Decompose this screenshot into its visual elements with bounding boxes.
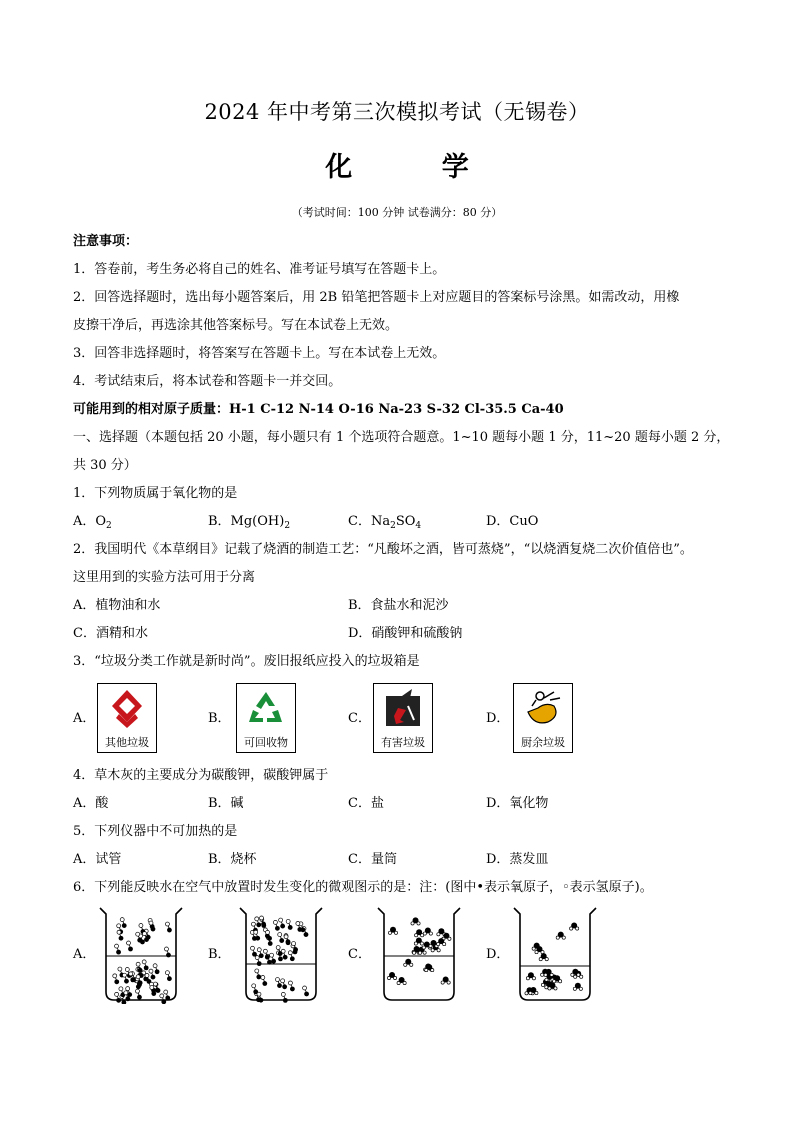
exam-info: （考试时间：100 分钟 试卷满分：80 分）	[291, 206, 503, 219]
q2-option-b: B．食盐水和泥沙	[348, 598, 449, 613]
q6-option-c: C．	[348, 947, 371, 962]
kitchen-waste-icon	[514, 686, 572, 732]
question-5-stem: 5．下列仪器中不可加热的是	[73, 824, 238, 839]
q4-option-d: D．氧化物	[486, 796, 549, 811]
beaker-diagram-c	[374, 904, 464, 1004]
q2-option-d: D．硝酸钾和硫酸钠	[348, 626, 463, 641]
q5-option-a: A．试管	[73, 852, 122, 867]
other-waste-icon	[98, 686, 156, 732]
beaker-diagram-a	[96, 904, 186, 1004]
other-waste-sign	[97, 683, 157, 753]
notice-heading: 注意事项：	[73, 234, 139, 249]
kitchen-waste-caption: 厨余垃圾	[521, 736, 565, 749]
notice-item: 4．考试结束后，将本试卷和答题卡一并交回。	[73, 374, 342, 389]
exam-title: 2024 年中考第三次模拟考试（无锡卷）	[204, 100, 590, 124]
question-3-stem: 3．“垃圾分类工作就是新时尚”。废旧报纸应投入的垃圾箱是	[73, 654, 420, 669]
q3-option-b: B．	[208, 711, 231, 726]
q1-option-b: B．$Mg(OH)_2$	[208, 514, 291, 531]
q5-option-d: D．蒸发皿	[486, 852, 549, 867]
beaker-diagram-d	[510, 904, 600, 1004]
hazardous-waste-sign	[373, 683, 433, 753]
q1-option-a: A．$O_2$	[73, 514, 112, 531]
q5-option-c: C．量筒	[348, 852, 397, 867]
q6-option-a: A．	[73, 947, 96, 962]
question-2-stem: 2．我国明代《本草纲目》记载了烧酒的制造工艺：“凡酸坏之酒，皆可蒸烧”，“以烧酒复烧二次价值倍也”。	[73, 542, 693, 557]
q4-option-a: A．酸	[73, 796, 109, 811]
section-heading: 一、选择题（本题包括 20 小题，每小题只有 1 个选项符合题意。1~10 题每小题 1 分，11~20 题每小题 2 分，	[73, 430, 730, 445]
q3-option-d: D．	[486, 711, 510, 726]
question-1-stem: 1．下列物质属于氧化物的是	[73, 486, 238, 501]
question-4-stem: 4．草木灰的主要成分为碳酸钾，碳酸钾属于	[73, 768, 329, 783]
q4-option-b: B．碱	[208, 796, 244, 811]
notice-item: 2．回答选择题时，选出每小题答案后，用 2B 铅笔把答题卡上对应题目的答案标号涂黑。如需改动，用橡	[73, 290, 680, 305]
q2-option-c: C．酒精和水	[73, 626, 148, 641]
q3-option-c: C．	[348, 711, 371, 726]
beaker-diagram-b	[236, 904, 326, 1004]
notice-item: 1．答卷前，考生务必将自己的姓名、准考证号填写在答题卡上。	[73, 262, 446, 277]
question-2-stem-cont: 这里用到的实验方法可用于分离	[73, 570, 256, 585]
notice-item: 皮擦干净后，再选涂其他答案标号。写在本试卷上无效。	[73, 318, 399, 333]
notice-item: 3．回答非选择题时，将答案写在答题卡上。写在本试卷上无效。	[73, 346, 446, 361]
kitchen-waste-sign	[513, 683, 573, 753]
q4-option-c: C．盐	[348, 796, 384, 811]
q3-option-a: A．	[73, 711, 96, 726]
q5-option-b: B．烧杯	[208, 852, 257, 867]
question-6-stem: 6．下列能反映水在空气中放置时发生变化的微观图示的是：注：(图中•表示氧原子，◦表示氢原子)。	[73, 880, 653, 895]
atomic-masses: 可能用到的相对原子质量：H-1 C-12 N-14 O-16 Na-23 S-32 Cl-35.5 Ca-40	[73, 402, 564, 417]
hazardous-waste-caption: 有害垃圾	[381, 736, 425, 749]
q1-option-d: D．CuO	[486, 514, 539, 529]
recyclable-sign	[236, 683, 296, 753]
q1-option-c: C．$Na_2SO_4$	[348, 514, 422, 531]
recyclable-caption: 可回收物	[244, 736, 288, 749]
hazardous-waste-icon	[374, 686, 432, 732]
subject-title: 化 学	[325, 152, 509, 183]
other-waste-caption: 其他垃圾	[105, 736, 149, 749]
q6-option-b: B．	[208, 947, 231, 962]
q6-option-d: D．	[486, 947, 510, 962]
recycle-icon	[237, 686, 295, 732]
q2-option-a: A．植物油和水	[73, 598, 161, 613]
section-heading-cont: 共 30 分）	[73, 458, 137, 473]
